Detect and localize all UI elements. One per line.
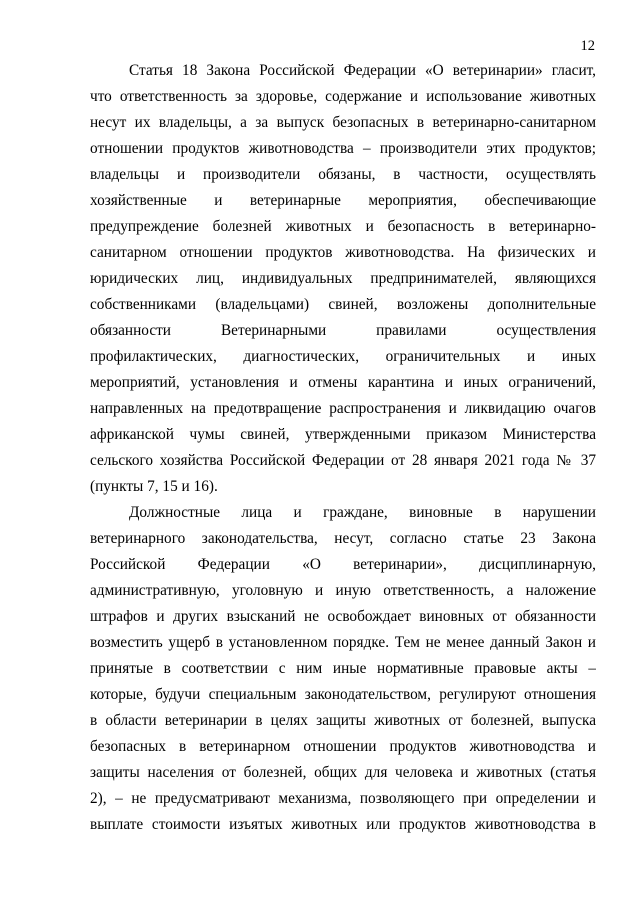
text-line: санитарном отношении продуктов животноводства. На физических и xyxy=(90,244,596,261)
text-line: выплате стоимости изъятых животных или продуктов животноводства в xyxy=(90,816,596,833)
text-line: Российской Федерации «О ветеринарии», дисциплинарную, xyxy=(90,556,596,573)
text-line: штрафов и других взысканий не освобождает виновных от обязанности xyxy=(90,608,596,625)
text-line: предупреждение болезней животных и безопасность в ветеринарно- xyxy=(90,218,596,235)
text-line: владельцы и производители обязаны, в частности, осуществлять xyxy=(90,166,596,183)
text-line: Должностные лица и граждане, виновные в нарушении xyxy=(129,504,596,521)
text-line: несут их владельцы, а за выпуск безопасных в ветеринарно-санитарном xyxy=(90,114,596,131)
text-line: мероприятий, установления и отмены карантина и иных ограничений, xyxy=(90,374,596,391)
page-number: 12 xyxy=(580,38,595,54)
text-line: юридических лиц, индивидуальных предпринимателей, являющихся xyxy=(90,270,596,287)
text-line: в области ветеринарии в целях защиты животных от болезней, выпуска xyxy=(90,712,596,729)
text-line: Статья 18 Закона Российской Федерации «О ветеринарии» гласит, xyxy=(129,62,596,79)
text-line: профилактических, диагностических, ограничительных и иных xyxy=(90,348,596,365)
text-line: обязанности Ветеринарными правилами осуществления xyxy=(90,322,596,339)
body-text xyxy=(90,58,596,838)
text-line: возместить ущерб в установленном порядке. Тем не менее данный Закон и xyxy=(90,634,596,651)
paragraph-liability xyxy=(90,500,596,838)
text-line: африканской чумы свиней, утвержденными приказом Министерства xyxy=(90,426,596,443)
text-line: что ответственность за здоровье, содержание и использование животных xyxy=(90,88,596,105)
text-line: принятые в соответствии с ним иные нормативные правовые акты – xyxy=(90,660,596,677)
text-line: защиты населения от болезней, общих для человека и животных (статья xyxy=(90,764,596,781)
text-line: направленных на предотвращение распространения и ликвидацию очагов xyxy=(90,400,596,417)
text-line: безопасных в ветеринарном отношении продуктов животноводства и xyxy=(90,738,596,755)
text-line: отношении продуктов животноводства – производители этих продуктов; xyxy=(90,140,596,157)
text-line: ветеринарного законодательства, несут, согласно статье 23 Закона xyxy=(90,530,596,547)
text-line: хозяйственные и ветеринарные мероприятия, обеспечивающие xyxy=(90,192,596,209)
text-line: которые, будучи специальным законодательством, регулируют отношения xyxy=(90,686,596,703)
text-line: (пункты 7, 15 и 16). xyxy=(90,478,218,495)
paragraph-article-18 xyxy=(90,58,596,500)
text-line: сельского хозяйства Российской Федерации от 28 января 2021 года № 37 xyxy=(90,452,596,469)
text-line: собственниками (владельцами) свиней, возложены дополнительные xyxy=(90,296,596,313)
text-line: административную, уголовную и иную ответственность, а наложение xyxy=(90,582,596,599)
text-line: 2), – не предусматривают механизма, позволяющего при определении и xyxy=(90,790,596,807)
